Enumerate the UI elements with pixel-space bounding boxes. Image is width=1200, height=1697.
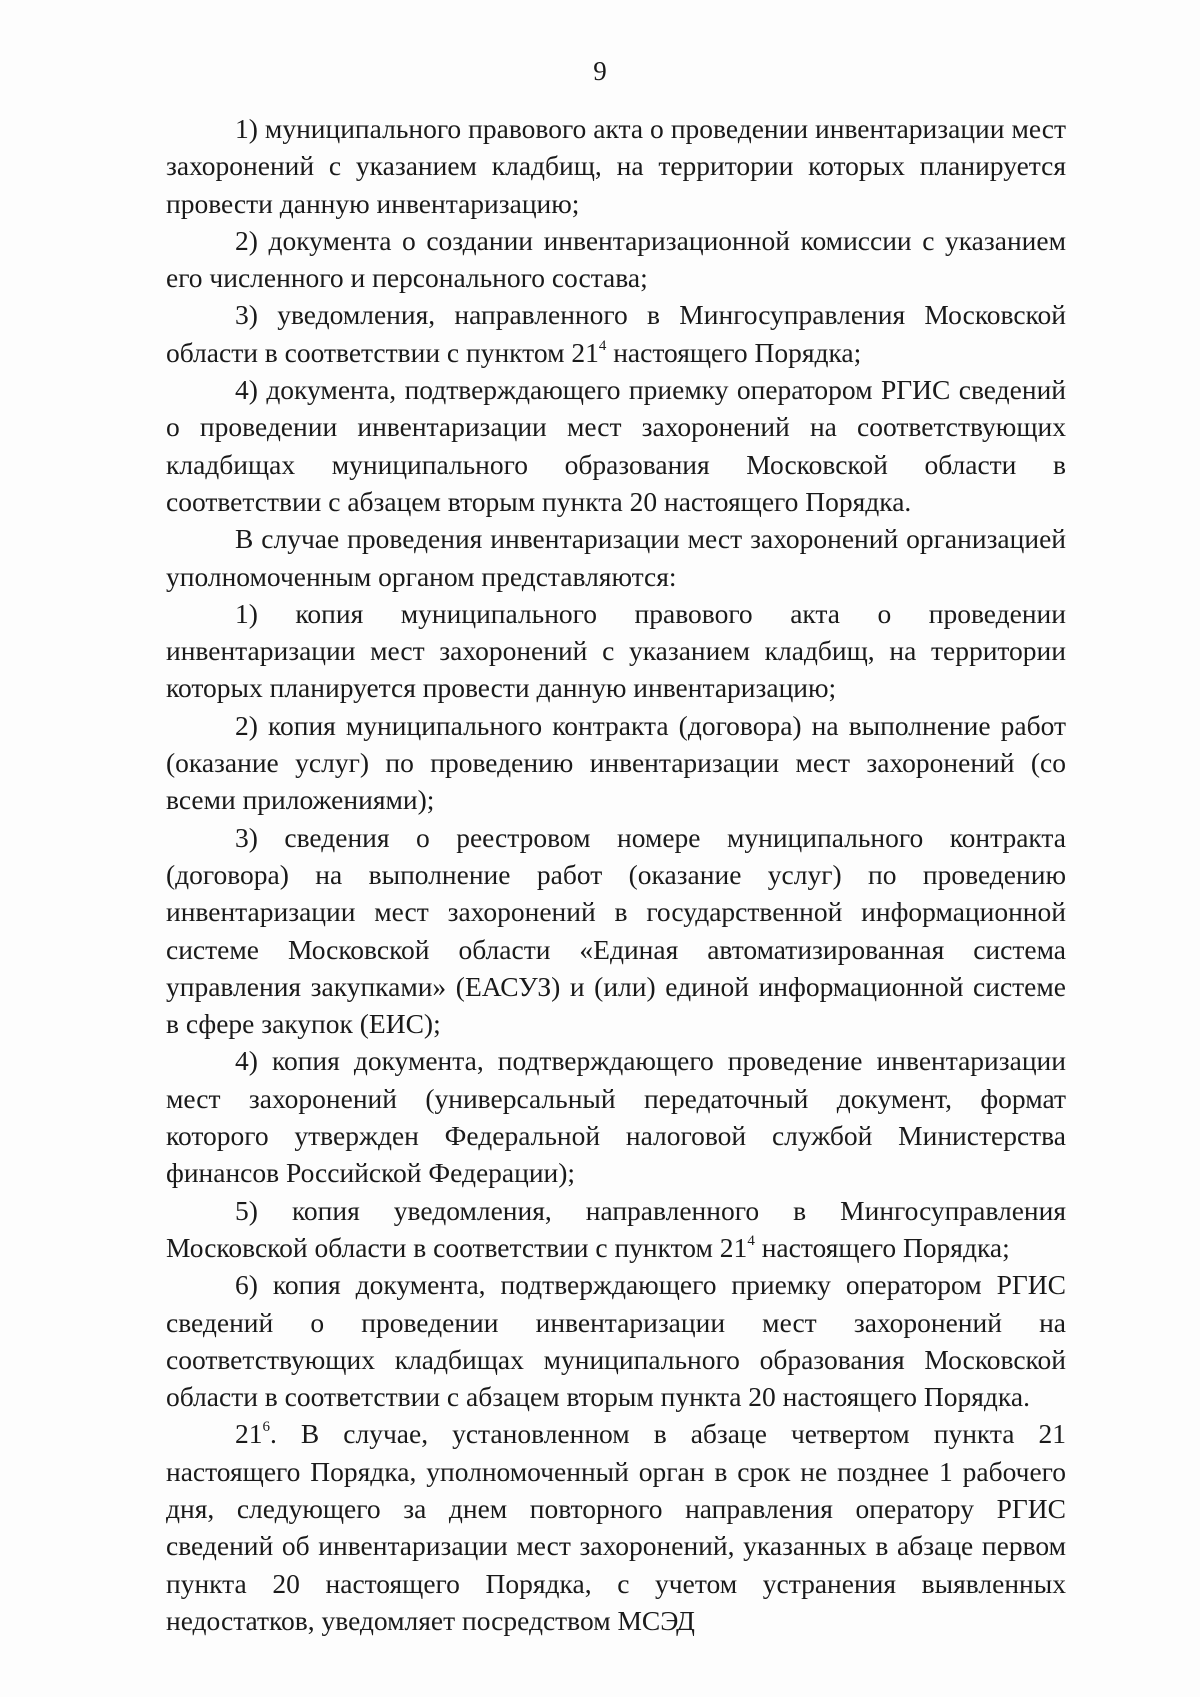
paragraph-text: настоящего Порядка; <box>606 336 862 368</box>
paragraph-clause-21-6 <box>166 1415 1066 1639</box>
clause-number: 21 <box>235 1418 263 1450</box>
paragraph-item-4: 4) копия документа, подтверждающего проведение инвентаризации мест захоронений (универсальный передаточный документ, формат которого утвержден Федеральной налоговой службой Министерства финансов Российской Федерации); <box>166 1045 1066 1189</box>
paragraph-item-5 <box>166 1192 1066 1267</box>
superscript-number: 4 <box>598 337 607 354</box>
document-body <box>166 110 1066 1639</box>
page-number: 9 <box>593 56 607 86</box>
paragraph-text: . В случае, установленном в абзаце четвертом пункта 21 настоящего Порядка, уполномоченный орган в срок не позднее 1 рабочего дня, следующего за днем повторного направления оператору РГИС сведений об инвентаризации мест захоронений, указанных в абзаце первом пункта 20 настоящего Порядка, с учетом устранения выявленных недостатков, уведомляет посредством МСЭД <box>166 1418 1066 1636</box>
superscript-number: 6 <box>262 1419 270 1436</box>
paragraph-text: настоящего Порядка; <box>754 1231 1010 1263</box>
paragraph-item-2: 2) документа о создании инвентаризационной комиссии с указанием его численного и персонального состава; <box>166 224 1066 294</box>
paragraph-item-3: 3) сведения о реестровом номере муниципального контракта (договора) на выполнение работ (оказание услуг) по проведению инвентаризации мест захоронений в государственной информационной системе Московской области «Единая автоматизированная система управления закупками» (ЕАСУЗ) и (или) единой информационной системе в сфере закупок (ЕИС); <box>166 821 1066 1040</box>
paragraph-intro: В случае проведения инвентаризации мест захоронений организацией уполномоченным органом представляются: <box>166 523 1066 592</box>
paragraph-item-6: 6) копия документа, подтверждающего приемку оператором РГИС сведений о проведении инвентаризации мест захоронений на соответствующих кладбищах муниципального образования Московской области в соответствии с абзацем вторым пункта 20 настоящего Порядка. <box>166 1269 1066 1413</box>
paragraph-item-3 <box>166 296 1066 371</box>
superscript-number: 4 <box>747 1232 755 1249</box>
paragraph-item-2: 2) копия муниципального контракта (договора) на выполнение работ (оказание услуг) по проведению инвентаризации мест захоронений (со всеми приложениями); <box>166 709 1066 816</box>
paragraph-text: 5) копия уведомления, направленного в Мингосуправления Московской области в соответствии с пунктом 21 <box>166 1194 1066 1263</box>
paragraph-item-1: 1) копия муниципального правового акта о проведении инвентаризации мест захоронений с указанием кладбищ, на территории которых планируется провести данную инвентаризацию; <box>166 597 1066 704</box>
paragraph-item-4: 4) документа, подтверждающего приемку оператором РГИС сведений о проведении инвентаризации мест захоронений на соответствующих кладбищах муниципального образования Московской области в соответствии с абзацем вторым пункта 20 настоящего Порядка. <box>166 374 1066 517</box>
paragraph-text: 3) уведомления, направленного в Мингосуправления Московской области в соответствии с пунктом 21 <box>166 299 1066 368</box>
paragraph-item-1: 1) муниципального правового акта о проведении инвентаризации мест захоронений с указанием кладбищ, на территории которых планируется провести данную инвентаризацию; <box>166 113 1066 219</box>
